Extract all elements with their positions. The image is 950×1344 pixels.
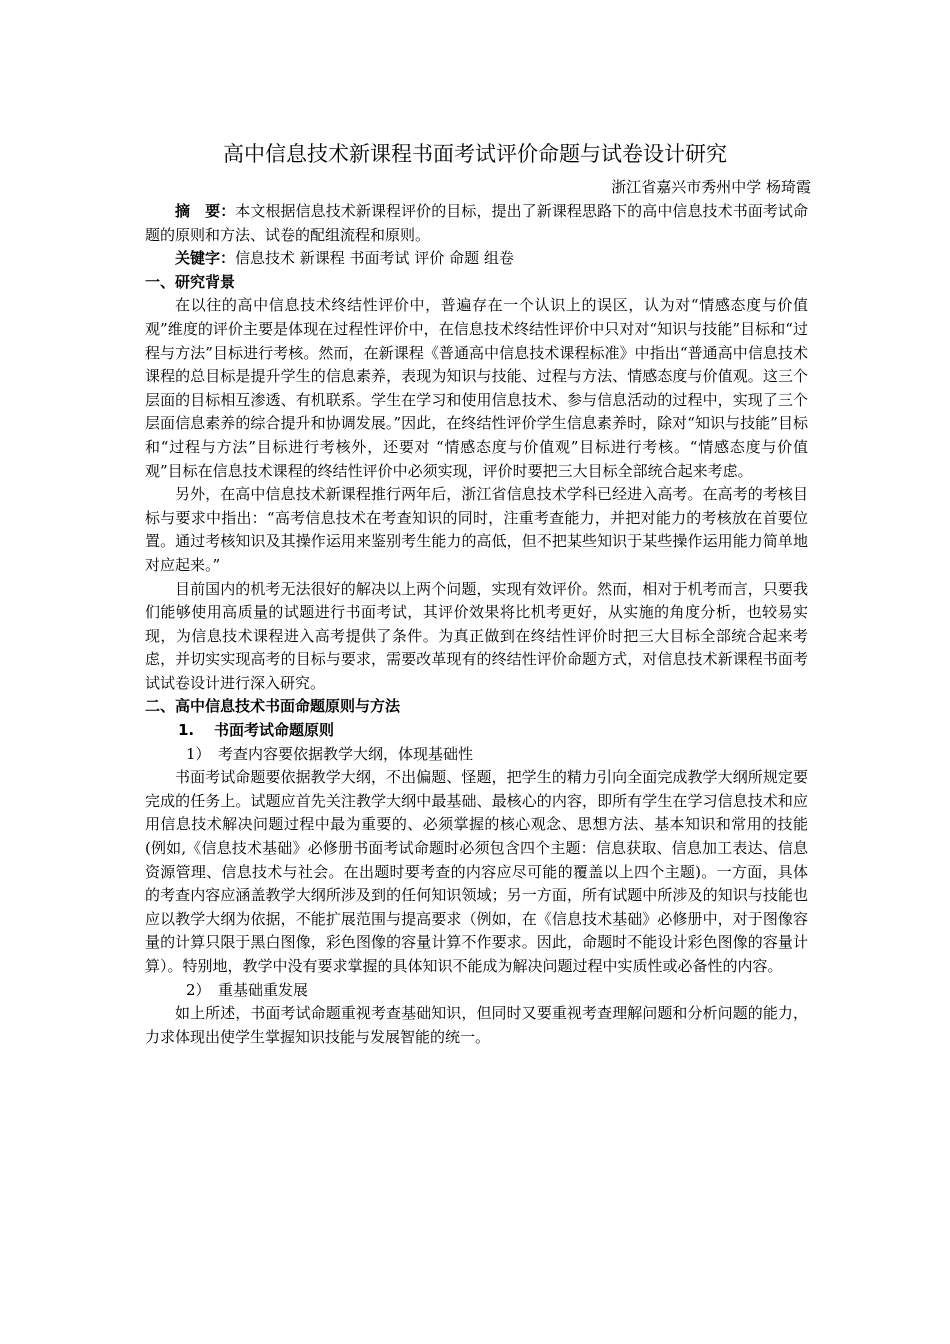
paragraph: 目前国内的机考无法很好的解决以上两个问题，实现有效评价。然而，相对于机考而言，只要我们能够使用高质量的试题进行书面考试，其评价效果将比机考更好，从实施的角度分析，也较易实现，为信息技术课程进入高考提供了条件。为真正做到在终结性评价时把三大目标全部统合起来考虑，并切实实现高考的目标与要求，需要改革现有的终结性评价命题方式，对信息技术新课程书面考试试卷设计进行深入研究。: [145, 579, 808, 692]
keywords-label: 关键字：: [175, 249, 236, 268]
section-heading-1: 一、研究背景: [145, 272, 236, 291]
abstract-label: 摘 要：: [175, 202, 236, 220]
item-number: 2）: [186, 980, 211, 999]
paper-title: 高中信息技术新课程书面考试评价命题与试卷设计研究: [223, 142, 727, 166]
subsection-number: 1.: [178, 721, 195, 740]
subsection-title: 书面考试命题原则: [214, 721, 335, 740]
paragraph: 在以往的高中信息技术终结性评价中，普遍存在一个认识上的误区，认为对“情感态度与价值观”维度的评价主要是体现在过程性评价中，在信息技术终结性评价中只对对“知识与技能”目标和“过程与方法”目标进行考核。然而，在新课程《普通高中信息技术课程标准》中指出“普通高中信息技术课程的总目标是提升学生的信息素养，表现为知识与技能、过程与方法、情感态度与价值观。这三个层面的目标相互渗透、有机联系。学生在学习和使用信息技术、参与信息活动的过程中，实现了三个层面信息素养的综合提升和协调发展。”因此，在终结性评价学生信息素养时，除对“知识与技能”目标和“过程与方法”目标进行考核外，还要对 “情感态度与价值观”目标进行考核。“情感态度与价值观”目标在信息技术课程的终结性评价中必须实现，评价时要把三大目标全部统合起来考虑。: [145, 296, 808, 480]
item-title: 重基础重发展: [218, 980, 309, 999]
abstract-text: 本文根据信息技术新课程评价的目标，提出了新课程思路下的高中信息技术书面考试命题的原则和方法、试卷的配组流程和原则。: [145, 202, 808, 244]
paper-body: [145, 200, 808, 1049]
abstract: [145, 200, 808, 247]
subsection-heading: [145, 719, 808, 743]
paragraph: 书面考试命题要依据教学大纲，不出偏题、怪题，把学生的精力引向全面完成教学大纲所规定要完成的任务上。试题应首先关注教学大纲中最基础、最核心的内容，即所有学生在学习信息技术和应用信息技术解决问题过程中最为重要的、必须掌握的核心观念、思想方法、基本知识和常用的技能(例如,《信息技术基础》必修册书面考试命题时必须包含四个主题：信息获取、信息加工表达、信息资源管理、信息技术与社会。在出题时要考查的内容应尽可能的覆盖以上四个主题)。一方面，具体的考查内容应涵盖教学大纲所涉及到的任何知识领域；另一方面，所有试题中所涉及的知识与技能也应以教学大纲为依据，不能扩展范围与提高要求（例如，在《信息技术基础》必修册中，对于图像容量的计算只限于黑白图像，彩色图像的容量计算不作要求。因此，命题时不能设计彩色图像的容量计算）。特别地，教学中没有要求掌握的具体知识不能成为解决问题过程中实质性或必备性的内容。: [145, 768, 808, 975]
item-number: 1）: [186, 744, 211, 763]
item-title: 考查内容要依据教学大纲，体现基础性: [218, 744, 474, 763]
keywords: [145, 247, 808, 271]
paragraph: 另外，在高中信息技术新课程推行两年后，浙江省信息技术学科已经进入高考。在高考的考核目标与要求中指出：“高考信息技术在考查知识的同时，注重考查能力，并把对能力的考核放在首要位置。通过考核知识及其操作运用来鉴别考生能力的高低，但不把某些知识于某些操作运用能力简单地对应起来。”: [145, 485, 808, 574]
section-heading-2: 二、高中信息技术书面命题原则与方法: [145, 697, 401, 716]
keywords-text: 信息技术 新课程 书面考试 评价 命题 组卷: [235, 249, 514, 268]
paragraph: 如上所述，书面考试命题重视考查基础知识，但同时又要重视考查理解问题和分析问题的能力，力求体现出使学生掌握知识技能与发展智能的统一。: [145, 1004, 808, 1046]
author-line: 浙江省嘉兴市秀州中学 杨琦霞: [611, 178, 811, 196]
item-heading-2: [145, 979, 808, 1003]
item-heading-1: [145, 743, 808, 767]
